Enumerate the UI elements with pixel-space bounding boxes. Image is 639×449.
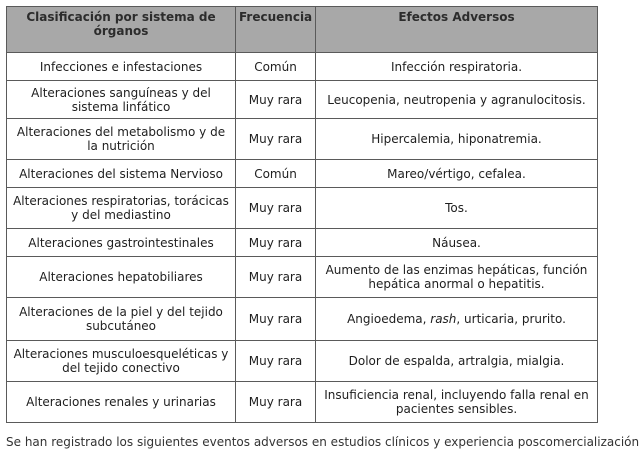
cell-effects: Hipercalemia, hiponatremia.: [316, 119, 598, 160]
cell-effects: Infección respiratoria.: [316, 53, 598, 81]
cell-effects: Aumento de las enzimas hepáticas, función hepática anormal o hepatitis.: [316, 257, 598, 298]
cell-effects: Tos.: [316, 188, 598, 229]
cell-system: Alteraciones sanguíneas y del sistema linfático: [7, 81, 236, 119]
cell-effects: Leucopenia, neutropenia y agranulocitosis.: [316, 81, 598, 119]
table-row: [7, 298, 598, 341]
cell-frequency: Muy rara: [236, 382, 316, 423]
table-row: [7, 119, 598, 160]
table-row: [7, 53, 598, 81]
table-row: [7, 341, 598, 382]
cell-system: Alteraciones renales y urinarias: [7, 382, 236, 423]
table-row: [7, 257, 598, 298]
cell-system: Alteraciones del metabolismo y de la nutrición: [7, 119, 236, 160]
cell-frequency: Muy rara: [236, 257, 316, 298]
cell-frequency: Común: [236, 160, 316, 188]
cell-frequency: Muy rara: [236, 188, 316, 229]
cell-system: Alteraciones del sistema Nervioso: [7, 160, 236, 188]
cell-effects: Dolor de espalda, artralgia, mialgia.: [316, 341, 598, 382]
table-row: [7, 160, 598, 188]
cell-system: Alteraciones gastrointestinales: [7, 229, 236, 257]
cell-effects: Náusea.: [316, 229, 598, 257]
cell-frequency: Común: [236, 53, 316, 81]
cell-frequency: Muy rara: [236, 298, 316, 341]
cell-frequency: Muy rara: [236, 341, 316, 382]
cell-effects: Mareo/vértigo, cefalea.: [316, 160, 598, 188]
table-row: [7, 382, 598, 423]
effects-text: Angioedema,: [347, 312, 431, 326]
cell-effects: [316, 298, 598, 341]
footnote-text: Se han registrado los siguientes eventos adversos en estudios clínicos y experiencia poscomercialización: [6, 435, 639, 449]
header-frequency: Frecuencia: [236, 7, 316, 53]
cell-frequency: Muy rara: [236, 81, 316, 119]
cell-system: Alteraciones de la piel y del tejido subcutáneo: [7, 298, 236, 341]
cell-system: Alteraciones respiratorias, torácicas y del mediastino: [7, 188, 236, 229]
header-effects: Efectos Adversos: [316, 7, 598, 53]
adverse-effects-table: [6, 6, 598, 423]
table-row: [7, 81, 598, 119]
effects-italic-text: rash: [430, 312, 457, 326]
cell-frequency: Muy rara: [236, 119, 316, 160]
effects-text: , urticaria, prurito.: [456, 312, 566, 326]
cell-frequency: Muy rara: [236, 229, 316, 257]
cell-system: Alteraciones musculoesqueléticas y del tejido conectivo: [7, 341, 236, 382]
table-header-row: [7, 7, 598, 53]
table-row: [7, 229, 598, 257]
cell-effects: Insuficiencia renal, incluyendo falla renal en pacientes sensibles.: [316, 382, 598, 423]
table-row: [7, 188, 598, 229]
cell-system: Infecciones e infestaciones: [7, 53, 236, 81]
header-system: Clasificación por sistema de órganos: [7, 7, 236, 53]
cell-system: Alteraciones hepatobiliares: [7, 257, 236, 298]
